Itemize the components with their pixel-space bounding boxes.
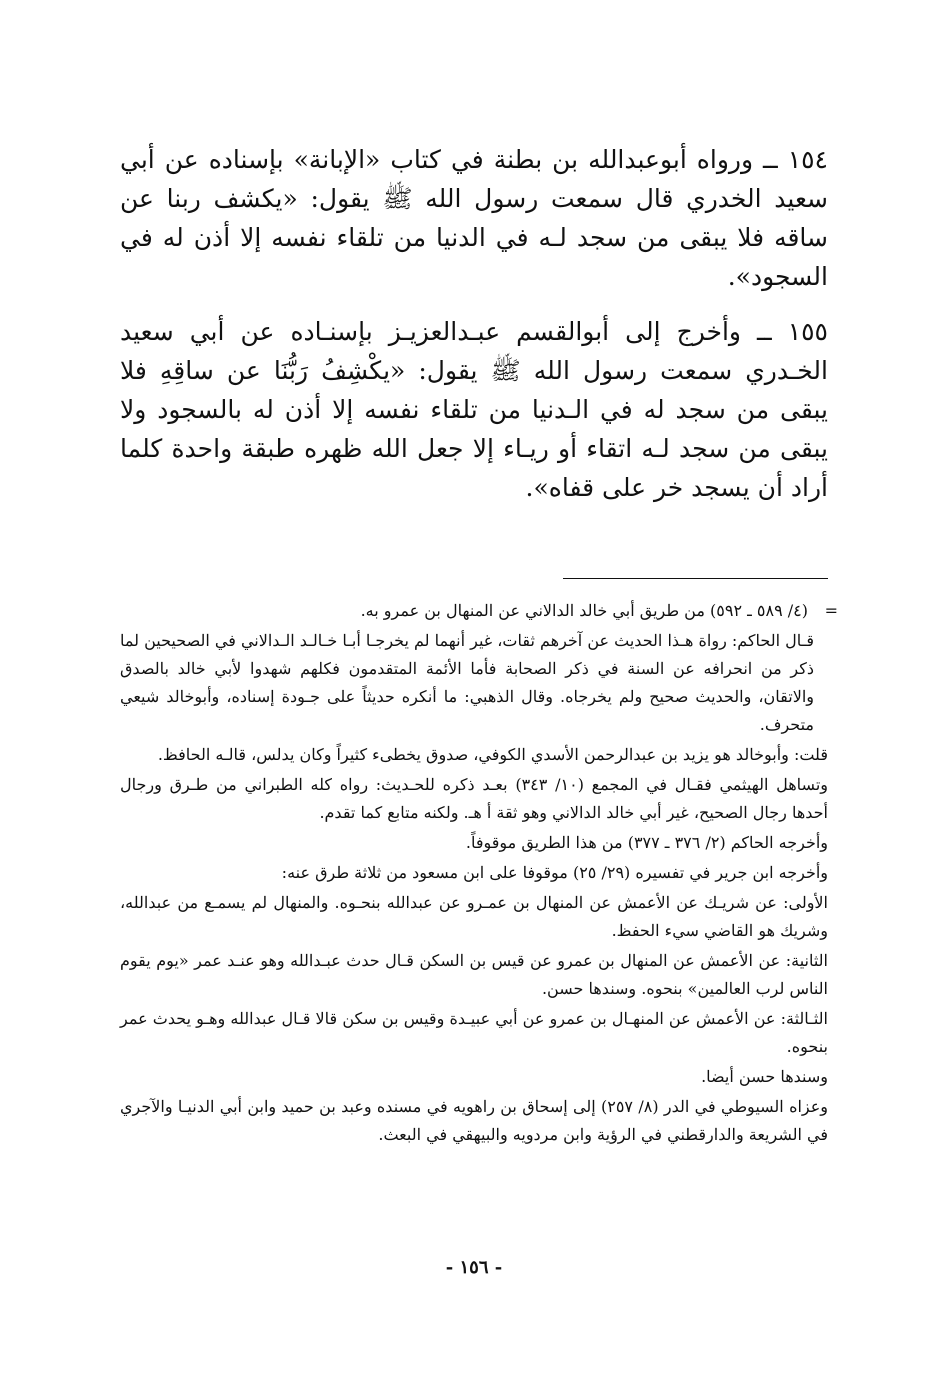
footnotes: [120, 597, 838, 1151]
footnote-text: (٤/ ٥٨٩ ـ ٥٩٢) من طريق أبي خالد الدالاني عن المنهال بن عمرو به.: [360, 601, 808, 620]
footnote-paragraph: وأخرجه الحاكم (٢/ ٣٧٦ ـ ٣٧٧) من هذا الطريق موقوفاً.: [465, 833, 828, 852]
footnote-paragraph: وسندها حسن أيضا.: [701, 1067, 828, 1086]
footnote-paragraph: الأولى: عن شريـك عن الأعمش عن المنهال بن عمـرو عن عبدالله بنحـوه. والمنهال لم يسمـع من عبدالله، وشريك هو القاضي سيء الحفظ.: [120, 893, 828, 940]
hadith-155: ١٥٥ ــ وأخرج إلى أبوالقسم عبـدالعزيـز بإسنـاده عن أبي سعيد الخـدري سمعت رسول الله ﷺ يقول: «يكْشِفُ رَبُّنَا عن ساقِهِ فلا يبقى من سجد له في الـدنيا من تلقاء نفسه إلا أذن له بالسجود ولا يبقى من سجد لـه اتقاء أو ريـاء إلا جعل الله ظهره طبقة واحدة كلما أراد أن يسجد خر على قفاه».: [120, 317, 828, 502]
footnote-paragraph: قلت: وأبوخالد هو يزيد بن عبدالرحمن الأسدي الكوفي، صدوق يخطىء كثيراً وكان يدلس، قالـه الحافظ.: [157, 745, 828, 764]
main-text: [120, 140, 828, 502]
footnote-paragraph: الثـالثة: عن الأعمش عن المنهـال بن عمرو عن أبي عبيـدة وقيس بن سكن قالا قـال عبدالله وهـو يحدث عمر بنحوه.: [120, 1009, 828, 1056]
footnote-separator: [563, 578, 828, 579]
book-page: [120, 140, 838, 1340]
footnote-paragraph: وعزاه السيوطي في الدر (٨/ ٢٥٧) إلى إسحاق بن راهويه في مسنده وعبد بن حميد وابن أبي الدنيـا والآجري في الشريعة والدارقطني في الرؤية وابن مردويه والبيهقي في البعث.: [120, 1097, 828, 1144]
page-number: - ١٥٦ -: [445, 1257, 503, 1278]
footnote-paragraph: وأخرجه ابن جرير في تفسيره (٢٩/ ٢٥) موقوفا على ابن مسعود من ثلاثة طرق عنه:: [281, 863, 828, 882]
hadith-154: ١٥٤ ــ ورواه أبوعبدالله بن بطنة في كتاب «الإبانة» بإسناده عن أبي سعيد الخدري قال سمعت رسول الله ﷺ يقول: «يكشف ربنا عن ساقه فلا يبقى من سجد لـه في الدنيا من تلقاء نفسه إلا أذن له في السجود».: [120, 145, 828, 291]
footnote-paragraph: قـال الحاكم: رواة هـذا الحديث عن آخرهم ثقات، غير أنهما لم يخرجـا أبـا خـالـد الـدالاني في الصحيحين لما ذكر من انحرافه عن السنة في ذكر الصحابة فأما الأئمة المتقدمون فكلهم شهدوا لأبي خالد بالصدق والاتقان، والحديث صحيح ولم يخرجاه. وقال الذهبي: ما أنكره حديثاً على جـودة إسناده، وأبوخالد شيعي متحرف.: [120, 631, 814, 734]
footnote-paragraph: [120, 597, 838, 625]
footnote-paragraph: الثانية: عن الأعمش عن المنهال بن عمرو عن قيس بن السكن قـال حدث عبـدالله وهو عنـد عمر «يوم يقوم الناس لرب العالمين» بنحوه. وسندها حسن.: [120, 951, 828, 998]
footnote-paragraph: وتساهل الهيثمي فقـال في المجمع (١٠/ ٣٤٣) بعـد ذكره للحـديث: رواه كله الطبراني من طـرق ورجال أحدها رجال الصحيح، غير أبي خالد الدالاني وهو ثقة أ هـ. ولكنه متابع كما تقدم.: [120, 775, 829, 822]
continuation-mark: =: [824, 601, 838, 620]
